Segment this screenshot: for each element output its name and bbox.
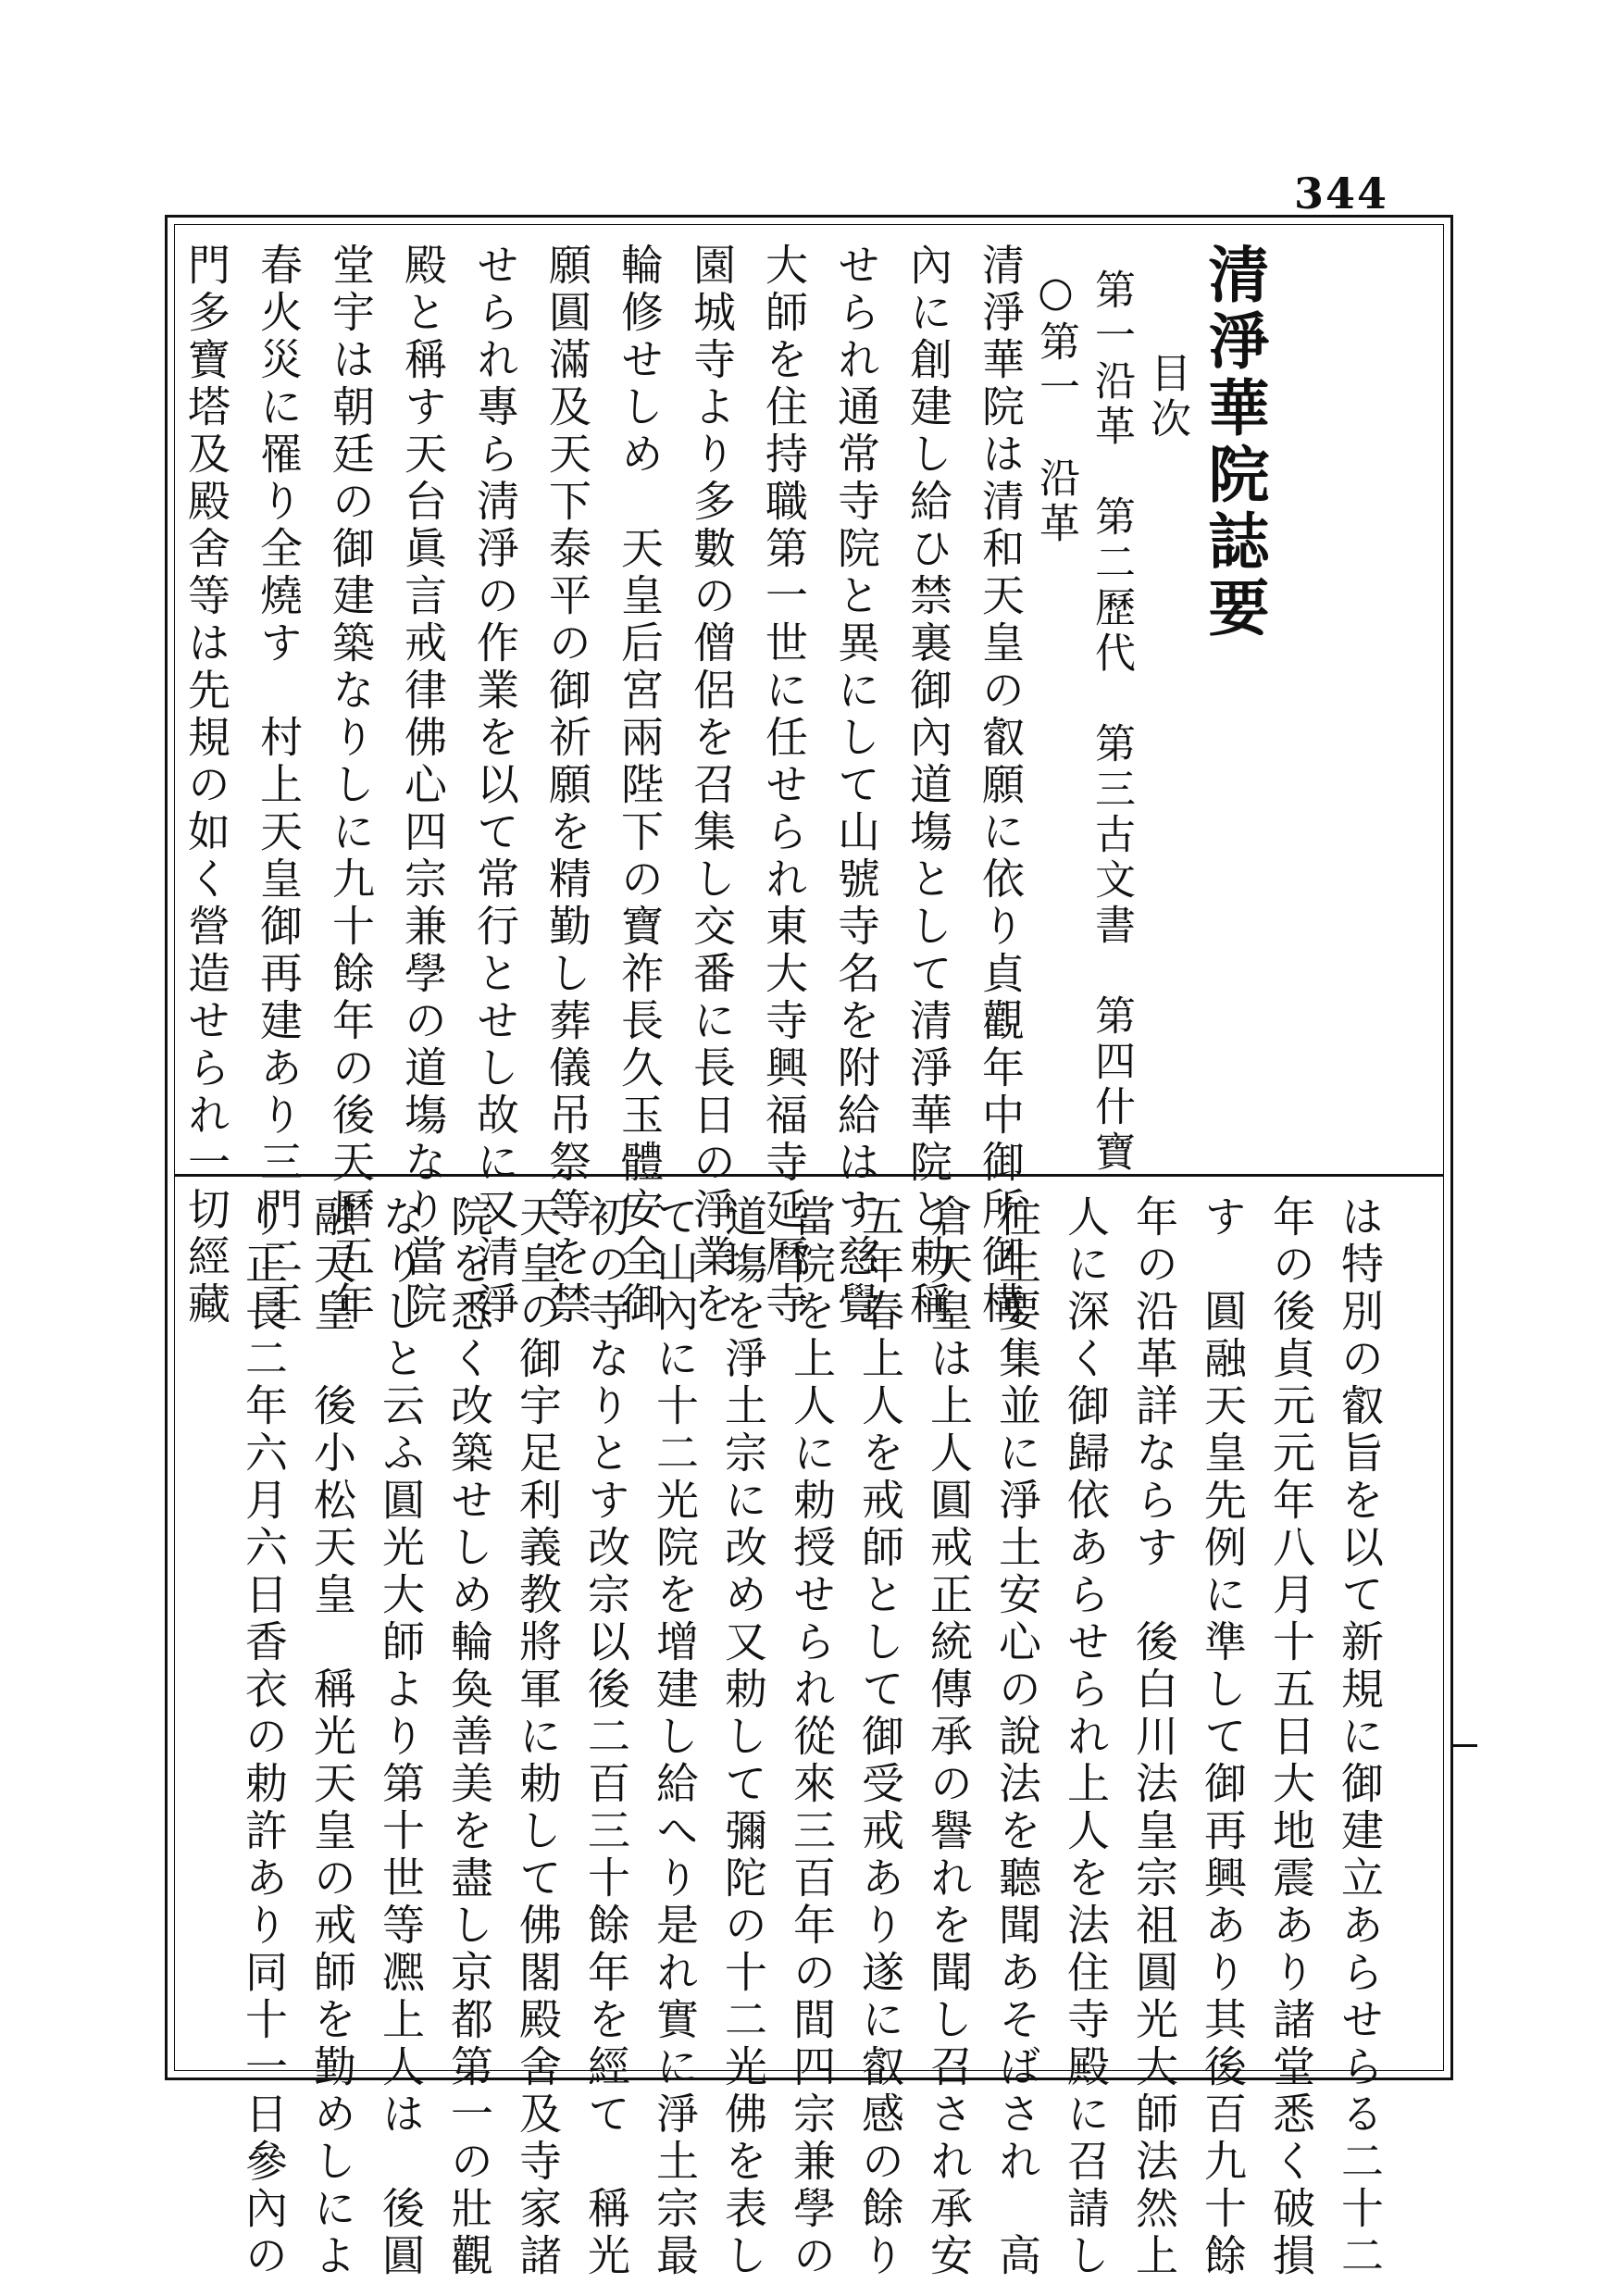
text-column: 人に深く御歸依あらせられ上人を法住寺殿に召請し [1061,1194,1111,2280]
toc-heading: 目次 [1143,352,1190,443]
text-column: 園城寺より多數の僧侶を召集し交番に長日の淨業を [687,243,737,1329]
text-column: 融天皇 後小松天皇 稱光天皇の戒師を勤めしによ [307,1194,357,2280]
text-column: 殿と稱す天台眞言戒律佛心四宗兼學の道塲なり當院 [398,243,448,1329]
text-column: 內に創建し給ひ禁裏御內道塲として清淨華院と勅稱 [903,243,953,1329]
text-column: 當院を上人に勅授せられ從來三百年の間四宗兼學の [787,1194,837,2280]
text-column: なりしと云ふ圓光大師より第十世等凞上人は 後圓 [376,1194,426,2280]
text-column: 天皇の御宇足利義教將軍に勅して佛閣殿舍及寺家諸 [513,1194,563,2280]
document-title: 清淨華院誌要 [1198,243,1270,643]
text-column: 年の後貞元元年八月十五日大地震あり諸堂悉く破損 [1266,1194,1316,2280]
text-column: 大師を住持職第一世に任せられ東大寺興福寺延曆寺 [759,243,809,1329]
toc-items: 第一沿革 第二歷代 第三古文書 第四什寶 [1088,268,1135,1176]
text-column: 門多寶塔及殿舍等は先規の如く營造せられ一切經藏 [181,243,231,1329]
text-column: 五年春上人を戒師として御受戒あり遂に叡感の餘り [855,1194,905,2280]
text-column: 往生要集並に淨土安心の說法を聽聞あそばされ 高 [992,1194,1042,2280]
text-column: 年の沿革詳ならす 後白川法皇宗祖圓光大師法然上 [1129,1194,1179,2280]
text-column: す 圓融天皇先例に準して御再興あり其後百九十餘 [1198,1194,1248,2280]
text-column: て山內に十二光院を增建し給へり是れ實に淨土宗最 [650,1194,700,2280]
text-column: 春火災に罹り全燒す 村上天皇御再建あり三門二王 [254,243,304,1329]
section-heading: ○第一 沿革 [1032,268,1079,547]
text-column: 清淨華院は清和天皇の叡願に依り貞觀年中御所御構 [976,243,1026,1329]
margin-tick-mark [1451,1744,1477,1747]
text-column: せられ通常寺院と異にして山號寺名を附給はす慈覺 [831,243,881,1329]
text-column: は特別の叡旨を以て新規に御建立あらせらる二十二 [1335,1194,1385,2280]
page-number: 344 [1294,168,1389,218]
text-column: 願圓滿及天下泰平の御祈願を精勤し葬儀吊祭等を禁 [542,243,592,1329]
text-column: 初の寺なりとす改宗以後二百三十餘年を經て 稱光 [581,1194,631,2280]
text-column: 堂宇は朝廷の御建築なりしに九十餘年の後天曆五年 [326,243,376,1329]
text-column: せられ專ら淸淨の作業を以て常行とせし故に又清淨 [470,243,520,1329]
text-column: 輪修せしめ 天皇后宮兩陛下の寶祚長久玉體安全御 [615,243,665,1329]
text-column: 倉天皇は上人圓戒正統傳承の譽れを聞し召され承安 [924,1194,974,2280]
text-column: り正長二年六月六日香衣の勅許あり同十一日參內の [239,1194,289,2280]
text-column: 道塲を淨土宗に改め又勅して彌陀の十二光佛を表し [718,1194,768,2280]
text-column: 院を悉く改築せしめ輪奐善美を盡し京都第一の壯觀 [444,1194,494,2280]
